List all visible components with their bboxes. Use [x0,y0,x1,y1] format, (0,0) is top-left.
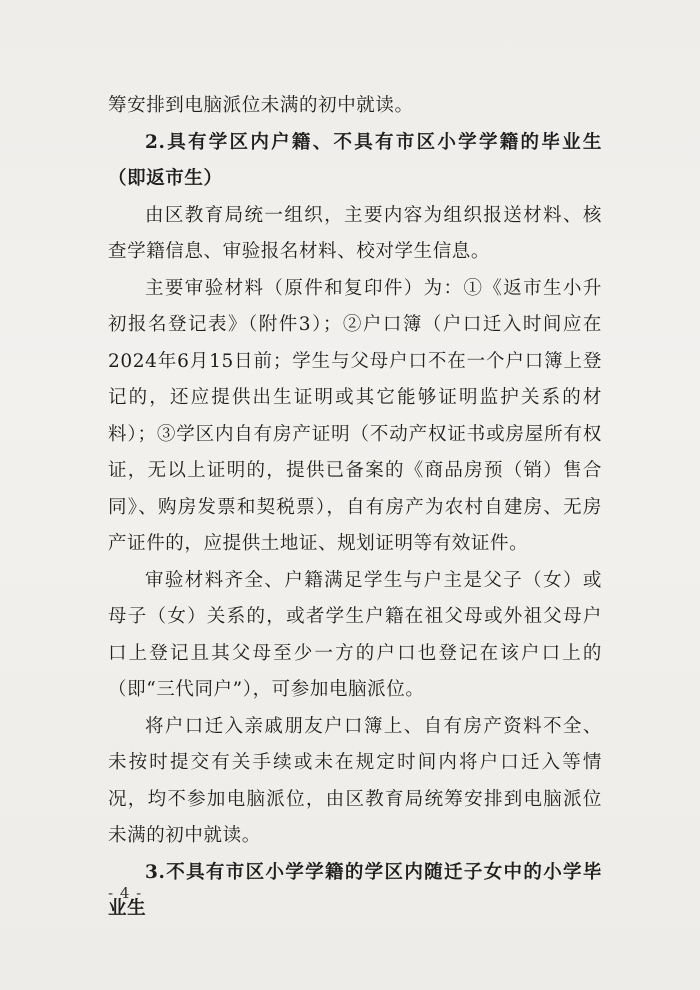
page-number: - 4 - [108,884,143,902]
document-body [108,88,602,928]
body-paragraph: 筹安排到电脑派位未满的初中就读。 [108,95,414,116]
section-heading: 3.不具有市区小学学籍的学区内随迁子女中的小学毕业生 [108,861,602,919]
body-paragraph: 主要审验材料（原件和复印件）为：①《返市生小升初报名登记表》（附件3）；②户口簿（户口迁入时间应在2024年6月15日前；学生与父母户口不在一个户口簿上登记的，还应提供出生证明或其它能够证明监护关系的材料）；③学区内自有房产证明（不动产权证书或房屋所有权证，无以上证明的，提供已备案的《商品房预（销）售合同》、购房发票和契税票），自有房产为农村自建房、无房产证件的，应提供土地证、规划证明等有效证件。 [108,277,602,554]
body-paragraph: 审验材料齐全、户籍满足学生与户主是父子（女）或母子（女）关系的，或者学生户籍在祖父母或外祖父母户口上登记且其父母至少一方的户口也登记在该户口上的（即“三代同户”），可参加电脑派位。 [108,569,602,700]
body-paragraph: 由区教育局统一组织，主要内容为组织报送材料、核查学籍信息、审验报名材料、校对学生信息。 [108,204,602,262]
body-paragraph: 将户口迁入亲戚朋友户口簿上、自有房产资料不全、未按时提交有关手续或未在规定时间内将户口迁入等情况，均不参加电脑派位，由区教育局统筹安排到电脑派位未满的初中就读。 [108,715,602,846]
section-heading: 2.具有学区内户籍、不具有市区小学学籍的毕业生（即返市生） [108,131,602,189]
